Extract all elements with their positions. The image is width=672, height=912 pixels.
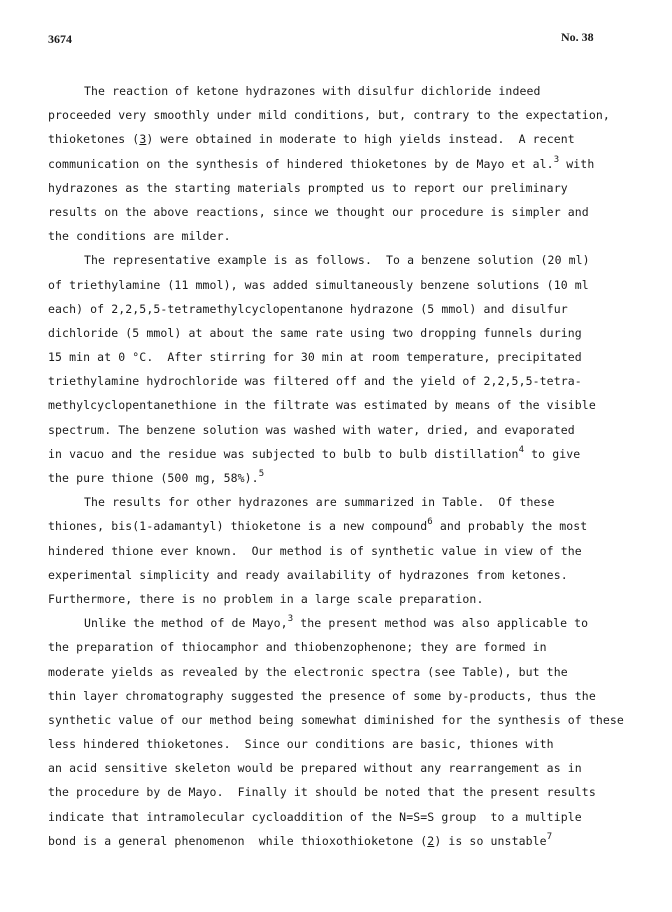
text-line	[48, 152, 628, 176]
text-segment: the procedure by de Mayo. Finally it should be noted that the present results	[48, 785, 596, 800]
text-segment: hindered thione ever known. Our method is of synthetic value in view of the	[48, 543, 582, 558]
text-line	[48, 732, 628, 756]
text-segment: hydrazones as the starting materials prompted us to report our preliminary	[48, 180, 568, 195]
text-line	[48, 345, 628, 369]
text-line	[48, 393, 628, 417]
text-segment: ) were obtained in moderate to high yields instead. A recent	[146, 132, 575, 147]
text-line	[48, 321, 628, 345]
text-line	[48, 79, 628, 103]
footnote-reference: 3	[287, 614, 294, 625]
text-line	[48, 684, 628, 708]
page-number: 3674	[48, 32, 72, 46]
text-line	[48, 805, 628, 829]
compound-number: 2	[427, 833, 435, 848]
text-line	[48, 490, 628, 514]
text-segment: the preparation of thiocamphor and thiobenzophenone; they are formed in	[48, 640, 547, 655]
text-line	[48, 780, 628, 804]
text-segment: indicate that intramolecular cycloaddition of the N=S=S group to a multiple	[48, 809, 582, 824]
text-line	[48, 127, 628, 151]
text-segment: triethylamine hydrochloride was filtered off and the yield of 2,2,5,5-tetra-	[48, 374, 582, 389]
text-line	[48, 248, 628, 272]
text-segment: methylcyclopentanethione in the filtrate was estimated by means of the visible	[48, 398, 596, 413]
text-segment: thiones, bis(1-adamantyl) thioketone is a new compound	[48, 519, 428, 534]
footnote-reference: 7	[546, 831, 553, 842]
text-line	[48, 369, 628, 393]
footnote-reference: 3	[553, 154, 560, 165]
text-line	[48, 611, 628, 635]
paragraph	[48, 490, 628, 611]
text-segment: The reaction of ketone hydrazones with disulfur dichloride indeed	[84, 84, 541, 98]
text-line	[48, 103, 628, 127]
paragraph	[48, 611, 628, 853]
text-line	[48, 708, 628, 732]
footnote-reference: 5	[258, 469, 265, 479]
page-header	[0, 28, 672, 48]
text-segment: ) is so unstable	[434, 833, 547, 848]
text-segment: results on the above reactions, since we thought our procedure is simpler and	[48, 204, 589, 219]
text-line	[48, 466, 628, 490]
text-segment: the conditions are milder.	[48, 229, 231, 244]
text-segment: Furthermore, there is no problem in a large scale preparation.	[48, 591, 484, 606]
text-segment: the present method was also applicable to	[293, 616, 589, 631]
text-segment: dichloride (5 mmol) at about the same rate using two dropping funnels during	[48, 325, 582, 340]
paragraph	[48, 248, 628, 490]
compound-number: 3	[139, 132, 147, 147]
text-line	[48, 224, 628, 248]
text-segment: Unlike the method of de Mayo,	[84, 616, 288, 631]
text-segment: communication on the synthesis of hindered thioketones by de Mayo et al.	[48, 156, 554, 171]
text-segment: thioketones (	[48, 132, 140, 147]
text-line	[48, 442, 628, 466]
text-segment: with	[559, 156, 595, 171]
text-line	[48, 563, 628, 587]
text-segment: proceeded very smoothly under mild conditions, but, contrary to the expectation,	[48, 108, 610, 123]
text-line	[48, 297, 628, 321]
footnote-reference: 4	[518, 444, 525, 455]
text-segment: synthetic value of our method being somewhat diminished for the synthesis of these	[48, 712, 624, 727]
text-line	[48, 660, 628, 684]
text-segment: the pure thione (500 mg, 58%).	[48, 471, 259, 485]
text-segment: each) of 2,2,5,5-tetramethylcyclopentanone hydrazone (5 mmol) and disulfur	[48, 301, 568, 316]
paragraph	[48, 79, 628, 248]
text-segment: spectrum. The benzene solution was washed with water, dried, and evaporated	[48, 422, 575, 437]
text-line	[48, 514, 628, 538]
text-line	[48, 273, 628, 297]
text-segment: and probably the most	[432, 519, 588, 534]
text-line	[48, 829, 628, 853]
text-line	[48, 200, 628, 224]
text-line	[48, 176, 628, 200]
text-line	[48, 635, 628, 659]
text-segment: less hindered thioketones. Since our conditions are basic, thiones with	[48, 737, 554, 752]
text-segment: experimental simplicity and ready availability of hydrazones from ketones.	[48, 567, 568, 582]
text-segment: an acid sensitive skeleton would be prepared without any rearrangement as in	[48, 761, 582, 776]
text-segment: The representative example is as follows. To a benzene solution (20 ml)	[84, 253, 590, 268]
text-segment: in vacuo and the residue was subjected to bulb to bulb distillation	[48, 446, 519, 461]
text-segment: 15 min at 0 °C. After stirring for 30 min at room temperature, precipitated	[48, 350, 582, 365]
text-segment: moderate yields as revealed by the electronic spectra (see Table), but the	[48, 664, 568, 679]
text-line	[48, 539, 628, 563]
footnote-reference: 6	[427, 517, 433, 528]
text-line	[48, 756, 628, 780]
journal-issue-number: No. 38	[561, 30, 594, 44]
text-segment: thin layer chromatography suggested the presence of some by-products, thus the	[48, 688, 596, 703]
text-segment: The results for other hydrazones are summarized in Table. Of these	[84, 495, 555, 510]
text-line	[48, 418, 628, 442]
text-segment: of triethylamine (11 mmol), was added simultaneously benzene solutions (10 ml	[48, 277, 589, 292]
text-segment: bond is a general phenomenon while thioxothioketone (	[48, 833, 428, 848]
article-body	[48, 79, 628, 853]
text-line	[48, 587, 628, 611]
text-segment: to give	[524, 446, 581, 461]
